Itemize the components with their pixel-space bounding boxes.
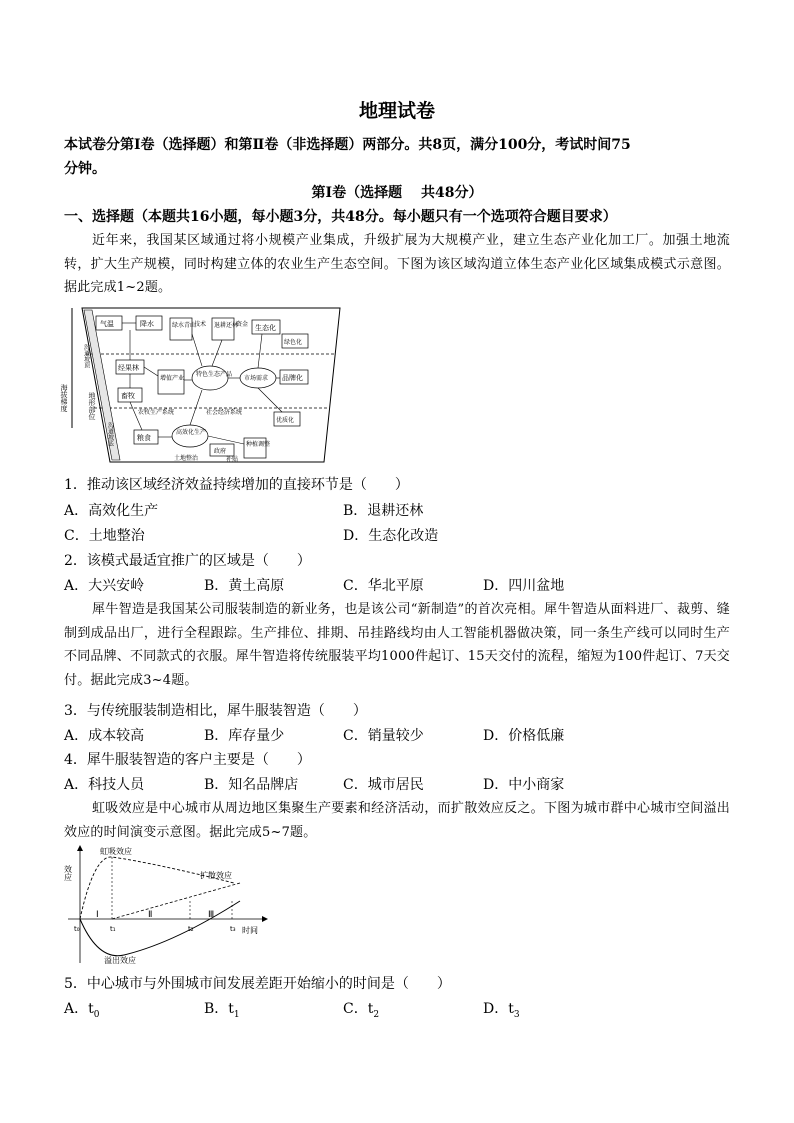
q5-option-a[interactable] — [64, 998, 99, 1020]
box-zhengfu: 政府 — [214, 448, 227, 455]
q4-option-c[interactable]: C．城市居民 — [343, 777, 424, 793]
stage-2-label: Ⅱ — [148, 910, 153, 920]
q1-option-a[interactable]: A．高效化生产 — [64, 503, 159, 519]
box-shengtaihua: 生态化 — [255, 324, 276, 332]
q1-option-b[interactable]: B．退耕还林 — [343, 503, 424, 519]
oval-tese: 特色生态产品 — [196, 371, 233, 378]
q5-option-a-text: A．t — [64, 1001, 94, 1017]
slope-top-label: 沟道坡顶 — [82, 344, 90, 368]
q2-option-b[interactable]: B．黄土高原 — [204, 578, 285, 594]
label-buhe: 补贴 — [226, 456, 239, 463]
label-shehui: 社会经济系统 — [206, 409, 243, 416]
passage-1: 近年来，我国某区域通过将小规模产业集成，升级扩展为大规模产业，建立生态产业化加工厂。加强土地流转，扩大生产规模，同时构建立体的农业生产生态空间。下图为该区域沟道立体生态产业化区域集成模式示意图。据此完成1~2题。 — [64, 233, 730, 295]
box-lvsehua: 绿色化 — [284, 339, 303, 346]
q3-option-a[interactable]: A．成本较高 — [64, 728, 145, 744]
q4-option-d[interactable]: D．中小商家 — [483, 777, 565, 793]
q1-option-d[interactable]: D．生态化改造 — [343, 528, 439, 544]
box-lvshui: 绿水青山 — [172, 322, 197, 329]
passage-3: 虹吸效应是中心城市从周边地区集聚生产要素和经济活动，而扩散效应反之。下图为城市群中心城市空间溢出效应的时间演变示意图。据此完成5~7题。 — [64, 801, 730, 840]
box-tuigeng: 退耕还林 — [214, 322, 239, 329]
q2-option-c[interactable]: C．华北平原 — [343, 578, 424, 594]
q5-option-d[interactable] — [483, 998, 520, 1020]
stage-1-label: Ⅰ — [96, 910, 99, 920]
box-zengzhi: 增值产业 — [160, 375, 185, 382]
y-axis-label: 效应 — [63, 865, 73, 881]
x-axis-label: 时间 — [242, 926, 258, 935]
q5-option-d-text: D．t — [483, 1001, 514, 1017]
q1-option-c[interactable]: C．土地整治 — [64, 528, 145, 544]
question-3-stem: 3．与传统服装制造相比，犀牛服装智造（ ） — [64, 703, 367, 719]
box-xumu: 畜牧 — [121, 392, 135, 400]
q4-option-b[interactable]: B．知名品牌店 — [204, 777, 299, 793]
intro-line-2: 分钟。 — [64, 161, 106, 177]
siphon-label: 虹吸效应 — [100, 847, 132, 856]
q3-option-d[interactable]: D．价格低廉 — [483, 728, 565, 744]
q2-option-a[interactable]: A．大兴安岭 — [64, 578, 145, 594]
figure-1-diagram — [62, 304, 344, 464]
oval-gaoxiao: 高效化生产 — [176, 429, 207, 436]
altitude-label: 海拔梯度 — [60, 384, 68, 412]
question-5-stem: 5．中心城市与外围城市间发展差距开始缩小的时间是（ ） — [64, 976, 451, 992]
box-youzhihua: 优质化 — [276, 417, 295, 424]
t2-label: t₂ — [188, 925, 194, 933]
q5-option-b-sub: 1 — [233, 1009, 240, 1020]
terrain-label: 地形部位 — [88, 392, 96, 420]
question-4-stem: 4．犀牛服装智造的客户主要是（ ） — [64, 752, 311, 768]
question-1-stem: 1．推动该区域经济效益持续增加的直接环节是（ ） — [64, 477, 409, 493]
q5-option-c-sub: 2 — [373, 1009, 380, 1020]
box-liangshi: 粮食 — [137, 434, 151, 442]
label-tudi: 土地整治 — [174, 455, 199, 462]
label-zijin: 资金 — [236, 321, 249, 328]
q3-option-b[interactable]: B．库存量少 — [204, 728, 285, 744]
box-jingguolin: 经果林 — [118, 364, 139, 372]
q2-option-d[interactable]: D．四川盆地 — [483, 578, 565, 594]
box-jiangshui: 降水 — [140, 320, 154, 328]
q5-option-b-text: B．t — [204, 1001, 234, 1017]
box-qiwen: 气温 — [100, 320, 114, 328]
q3-option-c[interactable]: C．销量较少 — [343, 728, 424, 744]
slope-bottom-label: 沟道坡底 — [106, 422, 114, 446]
page-title: 地理试卷 — [358, 100, 435, 122]
box-zhongzhi: 种植调整 — [246, 441, 271, 448]
q5-option-b[interactable] — [204, 998, 240, 1020]
passage-2: 犀牛智造是我国某公司服装制造的新业务，也是该公司“新制造”的首次亮相。犀牛智造从面料进厂、裁剪、缝制到成品出厂，进行全程跟踪。生产排位、排期、吊挂路线均由人工智能机器做决策，同一条生产线可以同时生产不同品牌、不同款式的衣服。犀牛智造将传统服装平均1000件起订、15天交付的流程，缩短为100件起订、7天交付。据此完成3~4题。 — [64, 602, 730, 688]
section1-header: 一、选择题（本题共16小题，每小题3分，共48分。每小题只有一个选项符合题目要求） — [64, 209, 617, 225]
figure-2-effect-curves — [64, 843, 274, 967]
q5-option-c-text: C．t — [343, 1001, 374, 1017]
question-2-stem: 2．该模式最适宜推广的区域是（ ） — [64, 553, 311, 569]
q5-option-d-sub: 3 — [513, 1009, 520, 1020]
q5-option-a-sub: 0 — [93, 1009, 100, 1020]
spillover-label: 溢出效应 — [104, 956, 136, 965]
box-pinpaihua: 品牌化 — [282, 374, 303, 382]
label-nongmu: 农牧生产系统 — [138, 409, 175, 416]
t1-label: t₁ — [110, 925, 116, 933]
label-jishu: 技术 — [194, 321, 207, 328]
t3-label: t₃ — [230, 925, 236, 933]
t0-label: t₀ — [74, 925, 80, 933]
intro-line-1: 本试卷分第Ⅰ卷（选择题）和第Ⅱ卷（非选择题）两部分。共8页，满分100分，考试时间75 — [64, 137, 631, 153]
part1-header: 第Ⅰ卷（选择题 共48分） — [311, 185, 483, 201]
diffusion-label: 扩散效应 — [200, 871, 232, 880]
q5-option-c[interactable] — [343, 998, 379, 1020]
stage-3-label: Ⅲ — [208, 910, 215, 920]
oval-shichang: 市场需求 — [244, 375, 269, 382]
q4-option-a[interactable]: A．科技人员 — [64, 777, 145, 793]
